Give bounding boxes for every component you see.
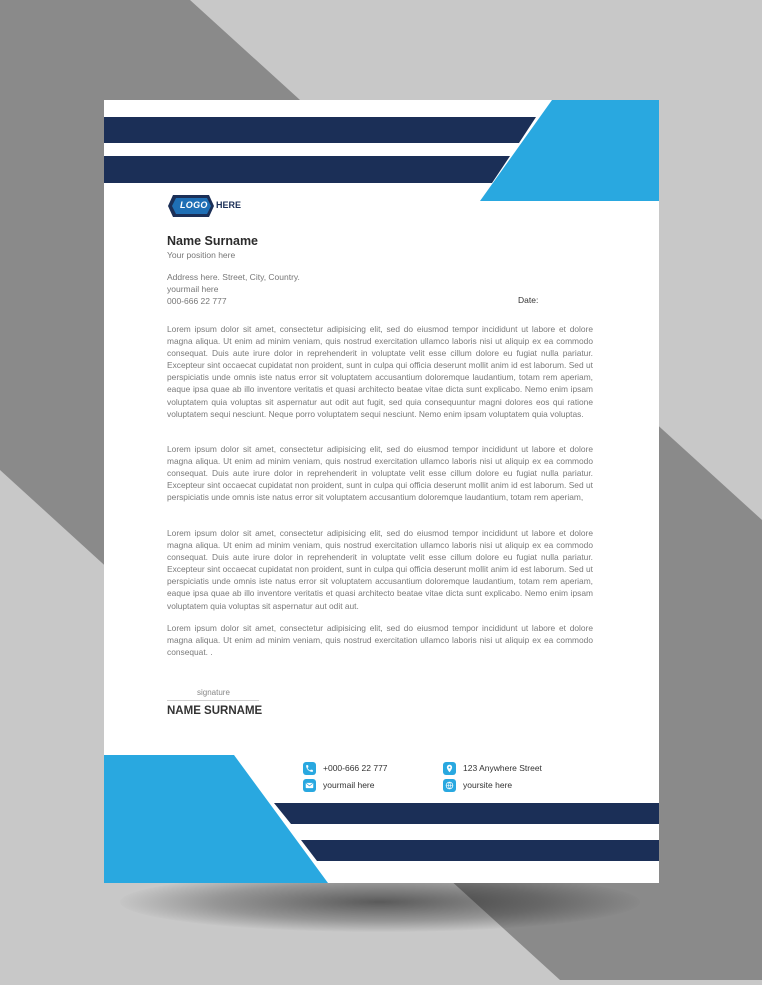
footer-phone: [303, 761, 388, 775]
signature-name: NAME SURNAME: [167, 705, 263, 717]
sender-position: Your position here: [167, 250, 236, 260]
logo: [167, 194, 247, 218]
phone-icon: [303, 762, 316, 775]
body-paragraph-4: Lorem ipsum dolor sit amet, consectetur adipisicing elit, sed do eiusmod tempor incididunt ut labore et dolore magna aliqua. Ut enim ad minim veniam, quis nostrud exercitation ullamco laboris nisi ut aliquip ex ea commodo consequat. .: [167, 623, 593, 658]
date-label: Date:: [518, 295, 539, 305]
body-paragraph-2: Lorem ipsum dolor sit amet, consectetur adipisicing elit, sed do eiusmod tempor incididunt ut labore et dolore magna aliqua. Ut enim ad minim veniam, quis nostrud exercitation ullamco laboris nisi ut aliquip ex ea commodo consequat. Duis aute irure dolor in reprehenderit in voluptate velit esse cillum dolore eu fugiat nulla pariatur. Excepteur sint occaecat cupidatat non proident, sunt in culpa qui officia deserunt mollit anim id est laborum. Sed ut perspiciatis unde omnis iste natus error sit voluptatem accusantium doloremque laudantium, totam rem aperiam,: [167, 444, 593, 503]
location-pin-icon: [443, 762, 456, 775]
header-navy-stripe-top: [104, 117, 536, 143]
signature-line: [167, 700, 259, 701]
body-paragraph-1: Lorem ipsum dolor sit amet, consectetur adipisicing elit, sed do eiusmod tempor incididunt ut labore et dolore magna aliqua. Ut enim ad minim veniam, quis nostrud exercitation ullamco laboris nisi ut aliquip ex ea commodo consequat. Duis aute irure dolor in reprehenderit in voluptate velit esse cillum dolore eu fugiat nulla pariatur. Excepteur sint occaecat cupidatat non proident, sunt in culpa qui officia deserunt mollit anim id est laborum. Sed ut perspiciatis unde omnis iste natus error sit voluptatem accusantium doloremque laudantium, totam rem aperiam, eaque ipsa quae ab illo inventore veritatis et quasi architecto beatae vitae dicta sunt explicabo. Nemo enim ipsam voluptatem quia voluptas sit aspernatur aut odit aut fugit, sed quia consequuntur magni dolores eos qui ratione voluptatem sequi nesciunt. Neque porro voluptatem sequi nesciunt. Nemo enim ipsam voluptatem quia voluptas.: [167, 324, 593, 419]
footer-navy-stripe-top: [274, 803, 659, 824]
footer-address-text: 123 Anywhere Street: [463, 763, 542, 773]
signature-label: signature: [197, 688, 230, 697]
footer-email: [303, 778, 375, 792]
logo-suffix: HERE: [216, 200, 242, 210]
footer-website-text: yoursite here: [463, 780, 513, 790]
body-paragraph-3: Lorem ipsum dolor sit amet, consectetur adipisicing elit, sed do eiusmod tempor incididunt ut labore et dolore magna aliqua. Ut enim ad minim veniam, quis nostrud exercitation ullamco laboris nisi ut aliquip ex ea commodo consequat. Duis aute irure dolor in reprehenderit in voluptate velit esse cillum dolore eu fugiat nulla pariatur. Excepteur sint occaecat cupidatat non proident, sunt in culpa qui officia deserunt mollit anim id est laborum. Sed ut perspiciatis unde omnis iste natus error sit voluptatem accusantium doloremque laudantium, totam rem aperiam, eaque ipsa quae ab illo inventore veritatis et quasi architecto beatae vitae dicta sunt explicabo. Nemo enim ipsam voluptatem quia voluptas sit aspernatur aut odit aut.: [167, 528, 593, 611]
header-blue-block: [480, 100, 659, 201]
footer-email-text: yourmail here: [323, 780, 375, 790]
email-icon: [303, 779, 316, 792]
footer-navy-stripe-bottom: [301, 840, 659, 861]
sender-name: Name Surname: [167, 234, 259, 248]
globe-icon: [443, 779, 456, 792]
sender-phone: 000-666 22 777: [167, 296, 227, 306]
footer-address: [443, 761, 542, 775]
footer-website: [443, 778, 512, 792]
header-navy-stripe-bottom: [104, 156, 510, 183]
logo-word: LOGO: [180, 200, 208, 210]
letterhead-sheet: [104, 100, 659, 883]
sender-address: Address here. Street, City, Country.: [167, 272, 300, 282]
footer-phone-text: +000-666 22 777: [323, 763, 388, 773]
sender-email: yourmail here: [167, 284, 219, 294]
